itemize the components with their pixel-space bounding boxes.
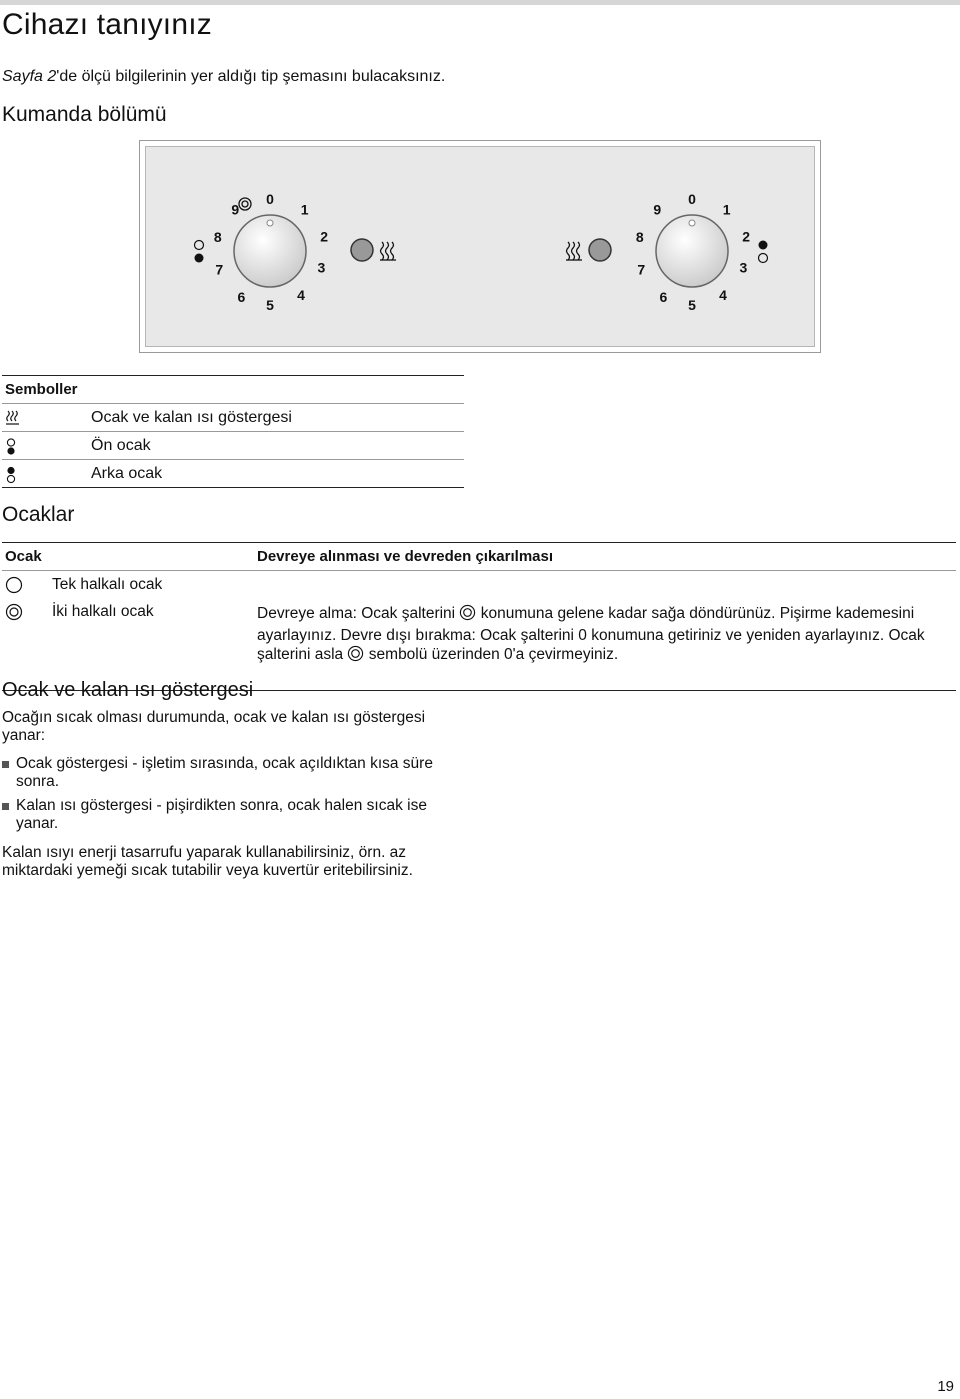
dial-number: 0 — [266, 191, 274, 207]
symbols-header-row — [2, 376, 464, 404]
dial-number: 1 — [722, 201, 731, 218]
dial-number: 5 — [688, 297, 696, 313]
dial-number: 2 — [320, 228, 328, 245]
dial-number: 0 — [688, 191, 696, 207]
right-knob — [636, 191, 768, 313]
double-ring-icon — [5, 603, 23, 626]
top-rule — [0, 0, 960, 5]
double-ring-icon — [459, 604, 476, 626]
left-knob — [195, 191, 329, 313]
bullet-icon — [2, 761, 9, 768]
dial-number: 9 — [231, 201, 240, 218]
single-ring-icon — [5, 576, 23, 599]
dial-number: 7 — [637, 261, 646, 278]
rear-hob-icon — [5, 466, 17, 489]
double-ring-icon — [347, 645, 364, 667]
intro-rest: 'de ölçü bilgilerinin yer aldığı tip şemasını bulacaksınız. — [56, 68, 446, 85]
table-row — [2, 598, 956, 691]
heat-indicator-icon — [566, 242, 582, 260]
symbol-row — [2, 460, 464, 488]
symbol-row — [2, 404, 464, 432]
indicator-intro: Ocağın sıcak olması durumunda, ocak ve kalan ısı göstergesi yanar: — [2, 709, 426, 744]
front-hob-icon — [5, 438, 17, 461]
dial-number: 6 — [659, 288, 668, 305]
desc-part: sembolü üzerinden 0'a çevirmeyiniz. — [368, 646, 619, 663]
column-header-hob: Ocak — [5, 548, 42, 565]
symbol-row — [2, 432, 464, 460]
dial-number: 5 — [266, 297, 274, 313]
symbols-header: Semboller — [5, 381, 78, 398]
dial-number: 2 — [742, 228, 750, 245]
page-title: Cihazı tanıyınız — [2, 8, 212, 41]
list-item-text: Ocak göstergesi - işletim sırasında, ocak açıldıktan kısa süre sonra. — [16, 755, 433, 790]
heat-indicator-icon — [5, 410, 21, 431]
left-heat-indicator-lamp — [351, 239, 373, 261]
bullet-icon — [2, 803, 9, 810]
control-panel-drawing — [146, 147, 814, 346]
hobs-table-header — [2, 543, 956, 571]
dial-number: 8 — [213, 229, 222, 245]
double-ring-icon — [239, 198, 251, 210]
hob-operation-text — [257, 604, 955, 667]
dial-number: 9 — [653, 201, 662, 218]
dial-number: 3 — [739, 259, 748, 276]
desc-part: konumuna gelene kadar sağa döndürünüz. Pişirme kademesini ayarlayınız. Devre dışı bırakma: Ocak şalterini 0 konumuna getiriniz ve yeniden ayarlayınız. Ocak şalterini asla — [257, 605, 925, 663]
page-number: 19 — [937, 1378, 954, 1395]
section-heading-control: Kumanda bölümü — [2, 103, 167, 126]
section-heading-hobs: Ocaklar — [2, 503, 75, 526]
symbol-label: Arka ocak — [91, 465, 163, 482]
right-heat-indicator-lamp — [589, 239, 611, 261]
hobs-table — [2, 542, 956, 691]
dial-number: 7 — [215, 261, 224, 278]
heat-indicator-icon — [380, 242, 396, 260]
symbols-table — [2, 375, 464, 488]
rear-hob-icon — [759, 241, 768, 263]
symbol-label: Ocak ve kalan ısı göstergesi — [91, 409, 292, 426]
hob-name: Tek halkalı ocak — [52, 576, 163, 593]
dial-number: 3 — [317, 259, 326, 276]
hob-name: İki halkalı ocak — [52, 603, 154, 620]
column-header-operation: Devreye alınması ve devreden çıkarılması — [257, 548, 554, 565]
control-panel-surface — [145, 146, 815, 347]
intro-text — [2, 68, 445, 86]
dial-number: 6 — [237, 288, 246, 305]
desc-part: Devreye alma: Ocak şalterini — [257, 605, 456, 622]
dial-number: 4 — [719, 287, 727, 304]
dial-number: 4 — [297, 287, 305, 304]
dial-number: 8 — [635, 229, 644, 245]
front-hob-icon — [195, 241, 204, 263]
page-reference: Sayfa 2 — [2, 68, 57, 85]
section-heading-indicator: Ocak ve kalan ısı göstergesi — [2, 679, 254, 701]
symbol-label: Ön ocak — [91, 437, 151, 454]
closing-paragraph: Kalan ısıyı enerji tasarrufu yaparak kullanabilirsiniz, örn. az miktardaki yemeği sıcak tutabilir veya kuvertür eritebilirsiniz. — [2, 844, 413, 879]
control-panel-illustration — [139, 140, 821, 353]
list-item-text: Kalan ısı göstergesi - pişirdikten sonra, ocak halen sıcak ise yanar. — [16, 797, 427, 832]
dial-number: 1 — [300, 201, 309, 218]
table-row — [2, 571, 956, 598]
